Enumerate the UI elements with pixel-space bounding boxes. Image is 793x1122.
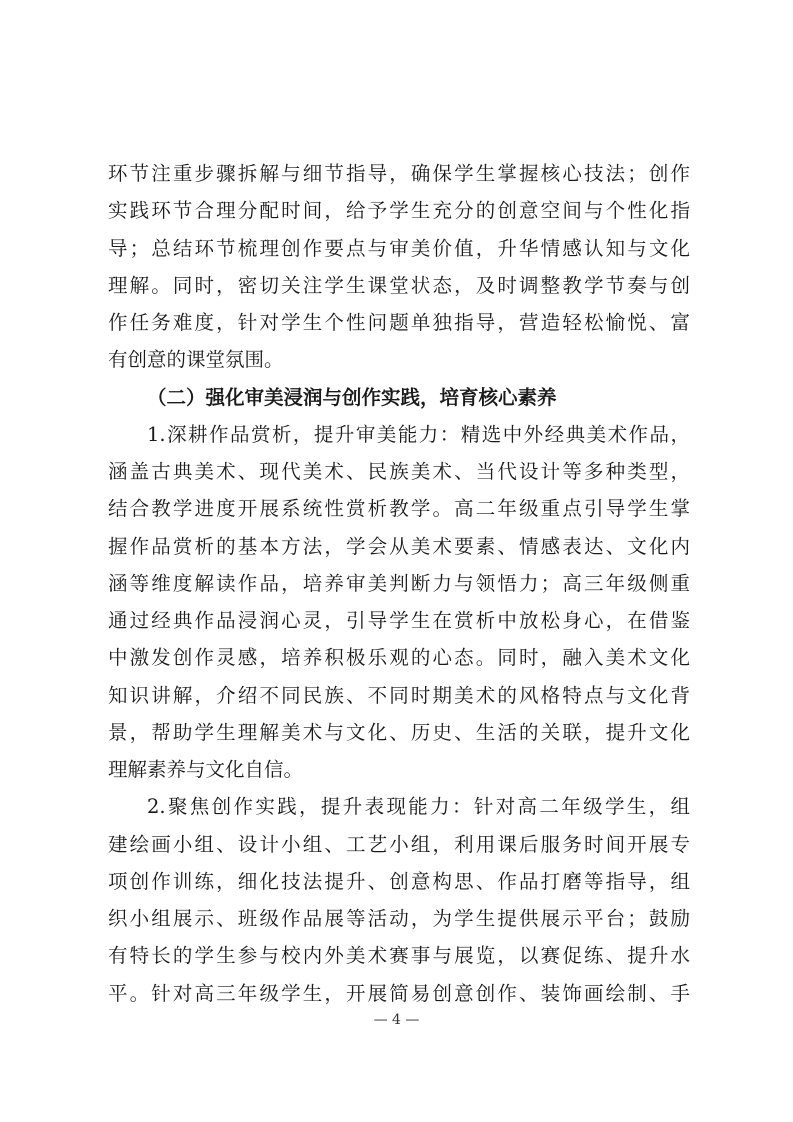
text-line: 环节注重步骤拆解与细节指导，确保学生掌握核心技法；创作 <box>108 162 690 185</box>
text-line: 建绘画小组、设计小组、工艺小组，利用课后服务时间开展专 <box>108 832 690 856</box>
text-line: 织小组展示、班级作品展等活动，为学生提供展示平台；鼓励 <box>108 907 690 930</box>
text-line: 作任务难度，针对学生个性问题单独指导，营造轻松愉悦、富 <box>108 311 690 334</box>
text-line: 涵等维度解读作品，培养审美判断力与领悟力；高三年级侧重 <box>108 571 690 595</box>
page-number: — 4 — <box>373 1012 420 1028</box>
section-heading: （二）强化审美浸润与创作实践，培育核心素养 <box>147 385 557 409</box>
text-line: 涵盖古典美术、现代美术、民族美术、当代设计等多种类型， <box>108 460 690 483</box>
text-line: 项创作训练，细化技法提升、创意构思、作品打磨等指导，组 <box>108 869 690 893</box>
text-line: 中激发创作灵感，培养积极乐观的心态。同时，融入美术文化 <box>108 646 690 670</box>
text-line: 通过经典作品浸润心灵，引导学生在赏析中放松身心，在借鉴 <box>108 609 690 632</box>
text-line: 导；总结环节梳理创作要点与审美价值，升华情感认知与文化 <box>108 236 690 260</box>
paragraph-start-line: 2.聚焦创作实践，提升表现能力：针对高二年级学生，组 <box>147 795 690 819</box>
text-line: 理解。同时，密切关注学生课堂状态，及时调整教学节奏与创 <box>108 273 690 297</box>
body-text <box>108 155 690 1012</box>
text-line: 知识讲解，介绍不同民族、不同时期美术的风格特点与文化背 <box>108 683 690 707</box>
text-line: 有创意的课堂氛围。 <box>108 348 284 372</box>
text-line: 有特长的学生参与校内外美术赛事与展览，以赛促练、提升水 <box>108 944 690 968</box>
text-line: 握作品赏析的基本方法，学会从美术要素、情感表达、文化内 <box>108 534 690 558</box>
text-line: 平。针对高三年级学生，开展简易创意创作、装饰画绘制、手 <box>108 981 690 1005</box>
text-line: 结合教学进度开展系统性赏析教学。高二年级重点引导学生掌 <box>108 497 690 521</box>
text-line: 理解素养与文化自信。 <box>108 758 304 781</box>
text-line: 实践环节合理分配时间，给予学生充分的创意空间与个性化指 <box>108 199 690 223</box>
paragraph-start-line: 1.深耕作品赏析，提升审美能力：精选中外经典美术作品， <box>147 422 690 446</box>
text-line: 景，帮助学生理解美术与文化、历史、生活的关联，提升文化 <box>108 720 690 744</box>
